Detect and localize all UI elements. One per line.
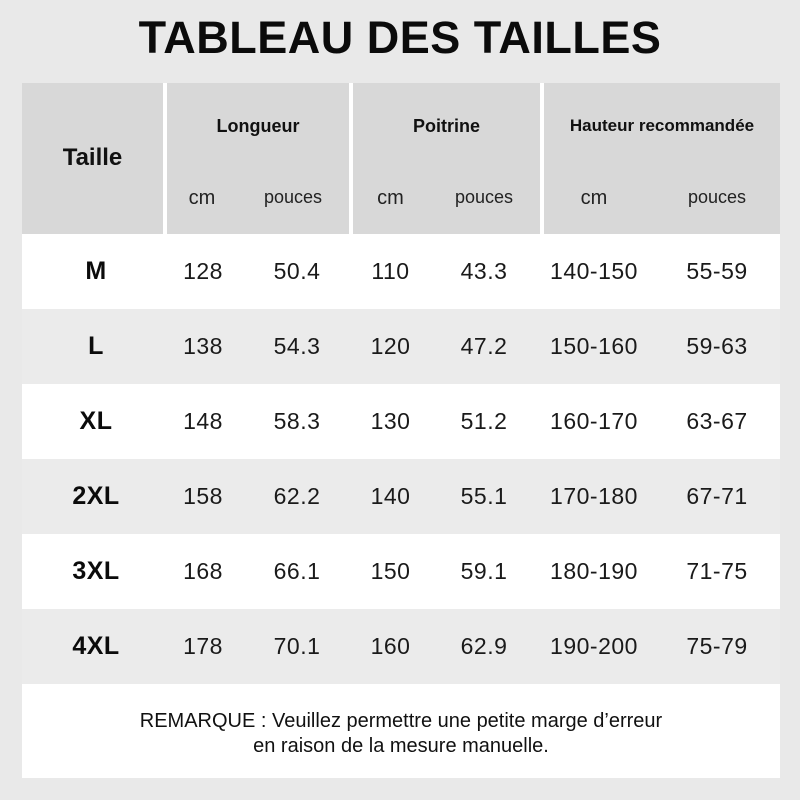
header-length-cm: cm: [188, 187, 216, 209]
size-cell: L: [88, 332, 104, 360]
header-height-cm: cm: [580, 187, 608, 209]
header-height-inches: pouces: [687, 187, 747, 207]
table-row: [22, 534, 780, 609]
height-cm-cell: 170-180: [550, 483, 638, 509]
length-cm-cell: 168: [183, 558, 223, 584]
header-length-inches: pouces: [263, 187, 323, 207]
height-in-cell: 75-79: [686, 633, 748, 659]
note-line-1: REMARQUE : Veuillez permettre une petite marge d’erreur: [139, 710, 663, 732]
table-row: [22, 384, 780, 459]
chest-cm-cell: 110: [371, 258, 410, 284]
chest-cm-cell: 160: [370, 633, 411, 659]
length-in-cell: 70.1: [273, 633, 321, 659]
length-cm-cell: 178: [183, 633, 223, 659]
height-in-cell: 63-67: [686, 408, 748, 434]
height-cm-cell: 190-200: [550, 633, 638, 659]
table-row: [22, 609, 780, 684]
length-in-cell: 54.3: [273, 333, 321, 359]
measurement-note: [22, 709, 780, 759]
header-size-label: Taille: [62, 144, 123, 171]
chest-cm-cell: 130: [370, 408, 411, 434]
header-chest-cm: cm: [377, 187, 404, 209]
length-cm-cell: 148: [183, 408, 223, 434]
chest-cm-cell: 140: [370, 483, 411, 509]
length-cm-cell: 158: [183, 483, 223, 509]
table-row: [22, 309, 780, 384]
length-in-cell: 66.1: [273, 558, 321, 584]
header-chest-cell: [353, 83, 540, 234]
size-cell: 4XL: [72, 632, 120, 660]
size-cell: XL: [79, 407, 113, 435]
header-size-cell: [22, 83, 163, 234]
height-in-cell: 59-63: [686, 333, 748, 359]
size-cell: 3XL: [72, 557, 120, 585]
chest-cm-cell: 120: [370, 333, 411, 359]
chest-in-cell: 59.1: [460, 558, 508, 584]
page-title: TABLEAU DES TAILLES: [138, 12, 662, 63]
header-length-cell: [167, 83, 349, 234]
header-length-label: Longueur: [216, 116, 300, 136]
length-in-cell: 50.4: [273, 258, 321, 284]
header-height-label: Hauteur recommandée: [569, 116, 755, 135]
chest-cm-cell: 150: [370, 558, 411, 584]
header-chest-inches: pouces: [454, 187, 514, 207]
chest-in-cell: 55.1: [460, 483, 508, 509]
chest-in-cell: 47.2: [460, 333, 508, 359]
size-cell: 2XL: [72, 482, 120, 510]
height-in-cell: 71-75: [686, 558, 748, 584]
height-in-cell: 67-71: [686, 483, 748, 509]
header-chest-label: Poitrine: [412, 116, 480, 136]
table-row: [22, 234, 780, 309]
table-row: [22, 459, 780, 534]
length-cm-cell: 138: [183, 333, 223, 359]
height-cm-cell: 150-160: [550, 333, 638, 359]
note-line-2: en raison de la mesure manuelle.: [253, 735, 549, 757]
size-chart-table: [22, 83, 780, 778]
chest-in-cell: 51.2: [460, 408, 508, 434]
header-height-cell: [544, 83, 780, 234]
length-in-cell: 62.2: [273, 483, 321, 509]
height-cm-cell: 180-190: [550, 558, 638, 584]
length-in-cell: 58.3: [273, 408, 321, 434]
size-cell: M: [85, 257, 107, 285]
height-cm-cell: 160-170: [550, 408, 638, 434]
height-in-cell: 55-59: [686, 258, 748, 284]
height-cm-cell: 140-150: [550, 258, 638, 284]
chest-in-cell: 62.9: [460, 633, 508, 659]
length-cm-cell: 128: [183, 258, 223, 284]
chest-in-cell: 43.3: [460, 258, 508, 284]
